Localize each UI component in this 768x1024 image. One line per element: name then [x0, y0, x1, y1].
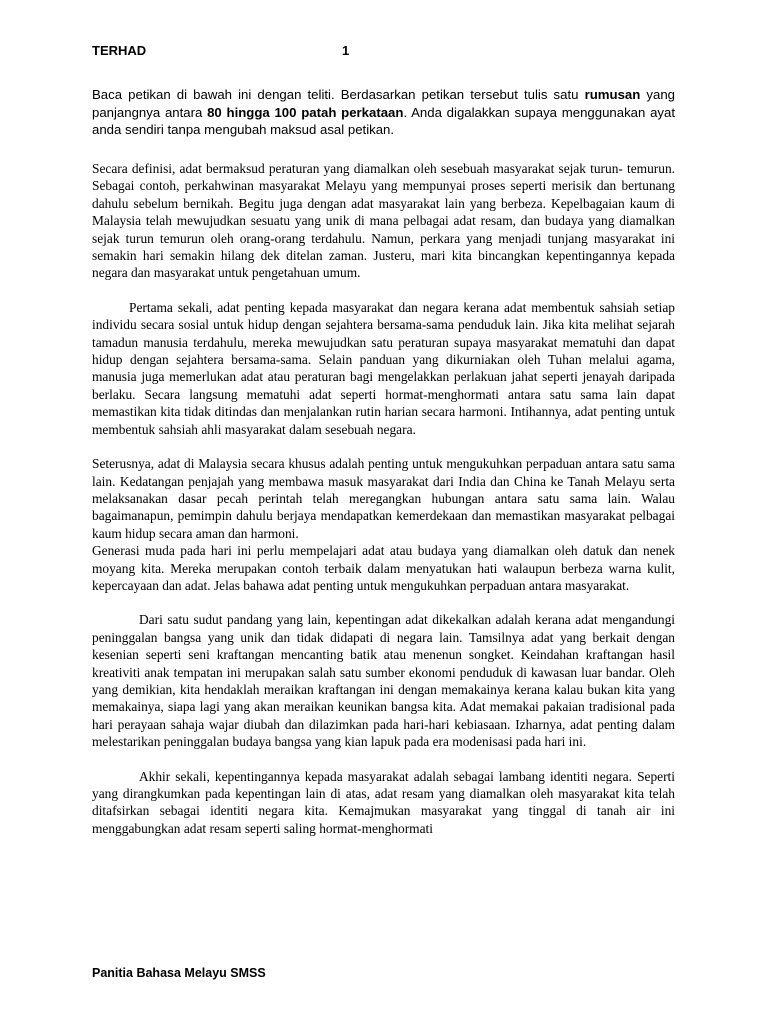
instruction-part-3: . Anda digalakkan supaya menggunakan ayat anda sendiri tanpa mengubah maksud asal petikan. [92, 104, 676, 137]
instruction-part-2: yang panjangnya antara [92, 87, 675, 120]
paragraph-third-point: Dari satu sudut pandang yang lain, kepentingan adat dikekalkan adalah kerana adat mengandungi peninggalan bangsa yang unik dan tidak didapati di negara lain. Tamsilnya adat yang berkait dengan kesenian seperti seni kraftangan mencanting batik atau menenun songket. Keindahan kraftangan hasil kreativiti anak tempatan ini merupakan salah satu sumber ekonomi penduduk di kawasan luar bandar. Oleh yang demikian, kita hendaklah meraikan kraftangan ini dengan memakainya kerana kalau bukan kita yang memakainya, siapa lagi yang akan meraikan keunikan bangsa kita. Adat memakai pakaian tradisional pada hari perayaan sahaja wajar diubah dan dilazimkan pada hari-hari kebiasaan. Izharnya, adat penting dalam melestarikan peninggalan budaya bangsa yang kian lapuk pada era modenisasi pada hari ini. [92, 612, 675, 750]
paragraph-second-point-continued: Generasi muda pada hari ini perlu mempelajari adat atau budaya yang diamalkan oleh datuk dan nenek moyang kita. Mereka merupakan contoh terbaik dalam menyatukan hati walaupun berbeza warna kulit, kepercayaan dan adat. Jelas bahawa adat penting untuk mengukuhkan perpaduan antara masyarakat. [92, 543, 675, 593]
instruction-bold-rumusan: rumusan [584, 87, 641, 102]
paragraph-final-point: Akhir sekali, kepentingannya kepada masyarakat adalah sebagai lambang identiti negara. Seperti yang dirangkumkan pada kepentingan lain di atas, adat resam yang diamalkan oleh masyarakat kita telah ditafsirkan sebagai identiti negara kita. Kemajmukan masyarakat yang tinggal di tanah air ini menggabungkan adat resam seperti saling hormat-menghormati [92, 768, 675, 836]
paragraph-definition: Secara definisi, adat bermaksud peraturan yang diamalkan oleh sesebuah masyarakat sejak turun- temurun. Sebagai contoh, perkahwinan masyarakat Melayu yang mempunyai proses seperti merisik dan bertunang dahulu sebelum bernikah. Begitu juga dengan adat masyarakat lain yang berbeza. Kepelbagaian kaum di Malaysia telah mewujudkan sesuatu yang unik di mana pelbagai adat resam, dan budaya yang diamalkan sejak turun temurun oleh orang-orang terdahulu. Namun, perkara yang menjadi tunjang masyarakat ini semakin hari semakin hilang dek ditelan zaman. Justeru, mari kita bincangkan kepentingannya kepada negara dan masyarakat untuk pengetahuan umum. [92, 161, 675, 281]
footer-text: Panitia Bahasa Melayu SMSS [92, 966, 266, 980]
paragraph-first-point: Pertama sekali, adat penting kepada masyarakat dan negara kerana adat membentuk sahsiah setiap individu secara sosial untuk hidup dengan sejahtera bersama-sama penduduk lain. Jika kita melihat sejarah tamadun manusia terdahulu, mereka mewujudkan satu peraturan supaya masyarakat mematuhi dan dapat hidup dengan sejahtera bersama-sama. Selain panduan yang dikurniakan oleh Tuhan melalui agama, manusia juga memerlukan adat atau peraturan bagi mengelakkan perlakuan jahat seperti jenayah daripada berlaku. Secara langsung mematuhi adat seperti hormat-menghormati antara satu sama lain dapat memastikan kita tidak ditindas dan menjalankan rutin harian secara harmoni. Intihannya, adat penting untuk membentuk sahsiah ahli masyarakat dalam sesebuah negara. [92, 299, 675, 437]
paragraph-second-point: Seterusnya, adat di Malaysia secara khusus adalah penting untuk mengukuhkan perpaduan antara satu sama lain. Kedatangan penjajah yang membawa masuk masyarakat dari India dan China ke Tanah Melayu serta melaksanakan dasar pecah perintah telah meregangkan hubungan antara satu sama lain. Walau bagaimanapun, pemimpin dahulu berjaya mendapatkan kemerdekaan dan memastikan masyarakat pelbagai kaum hidup secara aman dan harmoni. [92, 456, 675, 541]
instruction-text [92, 86, 675, 139]
instruction-part-1: Baca petikan di bawah ini dengan teliti. Berdasarkan petikan tersebut tulis satu [92, 87, 585, 102]
passage-body [92, 160, 675, 837]
instruction-bold-word-count: 80 hingga 100 patah perkataan [207, 104, 404, 120]
page-number: 1 [342, 43, 350, 58]
classification-label: TERHAD [92, 43, 147, 58]
